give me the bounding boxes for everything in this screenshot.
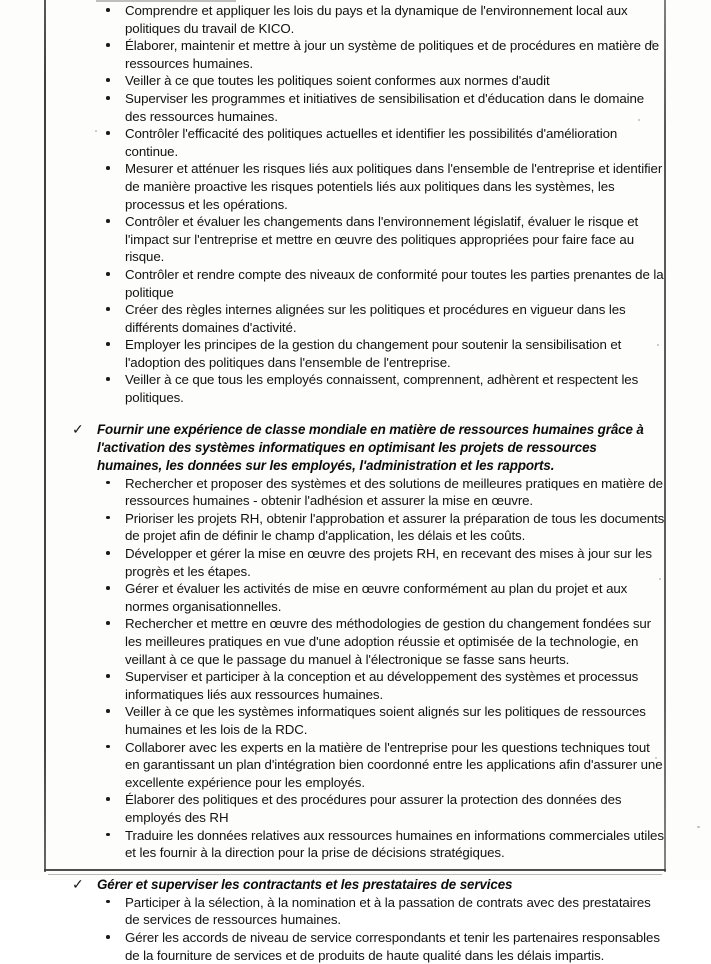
list-item: [0, 510, 711, 545]
list-item: [0, 580, 711, 615]
list-item-text: Veiller à ce que tous les employés connaissent, comprennent, adhèrent et respectent les politiques.: [125, 372, 639, 406]
bullet-dot-icon: [106, 219, 110, 223]
list-item-text: Superviser et participer à la conception et au développement des systèmes et processus informatiques liés aux ressources humaines.: [125, 669, 639, 702]
bullet-dot-icon: [106, 342, 110, 346]
checkmark-icon: ✓: [72, 875, 84, 892]
bullet-list-section-2: [0, 894, 711, 964]
bullet-dot-icon: [106, 621, 110, 625]
list-item-text: Gérer et évaluer les activités de mise en œuvre conformément au plan du projet et aux normes organisationnelles.: [125, 581, 628, 614]
checkmark-icon: ✓: [72, 420, 84, 437]
list-item-text: Contrôler l'efficacité des politiques actuelles et identifier les possibilités d'amélioration continue.: [125, 126, 618, 159]
section-heading-text: Gérer et superviser les contractants et les prestataires de services: [97, 876, 513, 892]
list-item: [0, 160, 711, 213]
list-item-text: Contrôler et évaluer les changements dans l'environnement législatif, évaluer le risque et l'impact sur l'entreprise et mettre en œuvre des politiques appropriées pour faire face au risque.: [125, 214, 639, 265]
list-item: [0, 739, 711, 792]
list-item-text: Veiller à ce que les systèmes informatiques soient alignés sur les politiques de ressources humaines et les lois de la RDC.: [125, 704, 646, 737]
bullet-dot-icon: [106, 78, 110, 82]
list-item-text: Comprendre et appliquer les lois du pays et la dynamique de l'environnement local aux politiques du travail de KICO.: [125, 3, 628, 36]
list-item-text: Développer et gérer la mise en œuvre des projets RH, en recevant des mises à jour sur les progrès et les étapes.: [125, 546, 652, 579]
list-item: [0, 301, 711, 336]
bullet-list-section-1: [0, 475, 711, 862]
section-heading-text: Fournir une expérience de classe mondiale en matière de ressources humaines grâce à l'activation des systèmes informatiques en optimisant les projets de ressources humaines, les données sur les employés, l'administration et les rapports.: [97, 421, 644, 473]
bullet-dot-icon: [106, 745, 110, 749]
list-item: [0, 894, 711, 929]
list-item-text: Élaborer des politiques et des procédures pour assurer la protection des données des employés des RH: [125, 792, 622, 825]
list-item: [0, 72, 711, 90]
list-item-text: Élaborer, maintenir et mettre à jour un système de politiques et de procédures en matière de ressources humaines.: [125, 38, 660, 71]
bullet-dot-icon: [106, 166, 110, 170]
list-item-text: Superviser les programmes et initiatives de sensibilisation et d'éducation dans le domaine des ressources humaines.: [125, 90, 645, 124]
bullet-dot-icon: [106, 551, 110, 555]
list-item-text: Collaborer avec les experts en la matière de l'entreprise pour les questions techniques tout en garantissant un plan d'intégration bien coordonné entre les applications afin d'assurer une excellente expérience pour les employés.: [125, 739, 663, 790]
list-item: [0, 213, 711, 266]
list-item: [0, 125, 711, 160]
bullet-dot-icon: [106, 935, 110, 939]
bullet-dot-icon: [106, 797, 110, 801]
bullet-dot-icon: [106, 481, 110, 485]
list-item-text: Créer des règles internes alignées sur les politiques et procédures en vigueur dans les différents domaines d'activité.: [125, 302, 626, 335]
bullet-list-section-0: [0, 2, 711, 407]
bullet-dot-icon: [106, 8, 110, 12]
bullet-dot-icon: [106, 377, 110, 381]
list-item: [0, 929, 711, 964]
list-item-text: Employer les principes de la gestion du changement pour soutenir la sensibilisation et l'adoption des politiques dans l'ensemble de l'entreprise.: [125, 337, 622, 370]
section-heading-1: [0, 421, 711, 475]
bullet-dot-icon: [106, 674, 110, 678]
list-item: [0, 703, 711, 738]
list-item: [0, 371, 711, 406]
list-item: [0, 336, 711, 371]
list-item: [0, 475, 711, 510]
section-heading-2: [0, 876, 711, 894]
list-item: [0, 615, 711, 668]
list-item: [0, 545, 711, 580]
list-item-text: Veiller à ce que toutes les politiques soient conformes aux normes d'audit: [125, 73, 550, 89]
list-item-text: Participer à la sélection, à la nomination et à la passation de contrats avec des prestataires de services de ressources humaines.: [125, 894, 651, 928]
list-item-text: Gérer les accords de niveau de service correspondants et tenir les partenaires responsables de la fourniture de services et de produits de haute qualité dans les délais impartis.: [125, 929, 660, 963]
list-item: [0, 827, 711, 862]
bullet-dot-icon: [106, 96, 110, 100]
bullet-dot-icon: [106, 43, 110, 47]
list-item: [0, 37, 711, 72]
list-item: [0, 2, 711, 37]
list-item-text: Rechercher et mettre en œuvre des méthodologies de gestion du changement fondées sur les meilleures pratiques en vue d'une adoption réussie et optimisée de la technologie, en veillant à ce que le passage du manuel à l'électronique se fasse sans heurts.: [125, 616, 652, 667]
list-item-text: Mesurer et atténuer les risques liés aux politiques dans l'ensemble de l'entreprise et identifier de manière proactive les risques potentiels liés aux politiques dans les systèmes, les processus et les opérations.: [125, 161, 663, 212]
bullet-dot-icon: [106, 307, 110, 311]
list-item-text: Contrôler et rendre compte des niveaux de conformité pour toutes les parties prenantes de la politique: [125, 266, 664, 300]
bullet-dot-icon: [106, 833, 110, 837]
list-item: [0, 266, 711, 301]
list-item-text: Prioriser les projets RH, obtenir l'approbation et assurer la préparation de tous les documents de projet afin de définir le champ d'application, les délais et les coûts.: [125, 510, 665, 544]
list-item: [0, 791, 711, 826]
bullet-dot-icon: [106, 272, 110, 276]
list-item: [0, 668, 711, 703]
bullet-dot-icon: [106, 131, 110, 135]
bullet-dot-icon: [106, 516, 110, 520]
bullet-dot-icon: [106, 709, 110, 713]
bullet-dot-icon: [106, 586, 110, 590]
list-item-text: Traduire les données relatives aux ressources humaines en informations commerciales utiles et les fournir à la direction pour la prise de décisions stratégiques.: [125, 827, 664, 861]
list-item-text: Rechercher et proposer des systèmes et des solutions de meilleures pratiques en matière de ressources humaines - obtenir l'adhésion et assurer la mise en œuvre.: [125, 475, 663, 509]
list-item: [0, 90, 711, 125]
bullet-dot-icon: [106, 900, 110, 904]
